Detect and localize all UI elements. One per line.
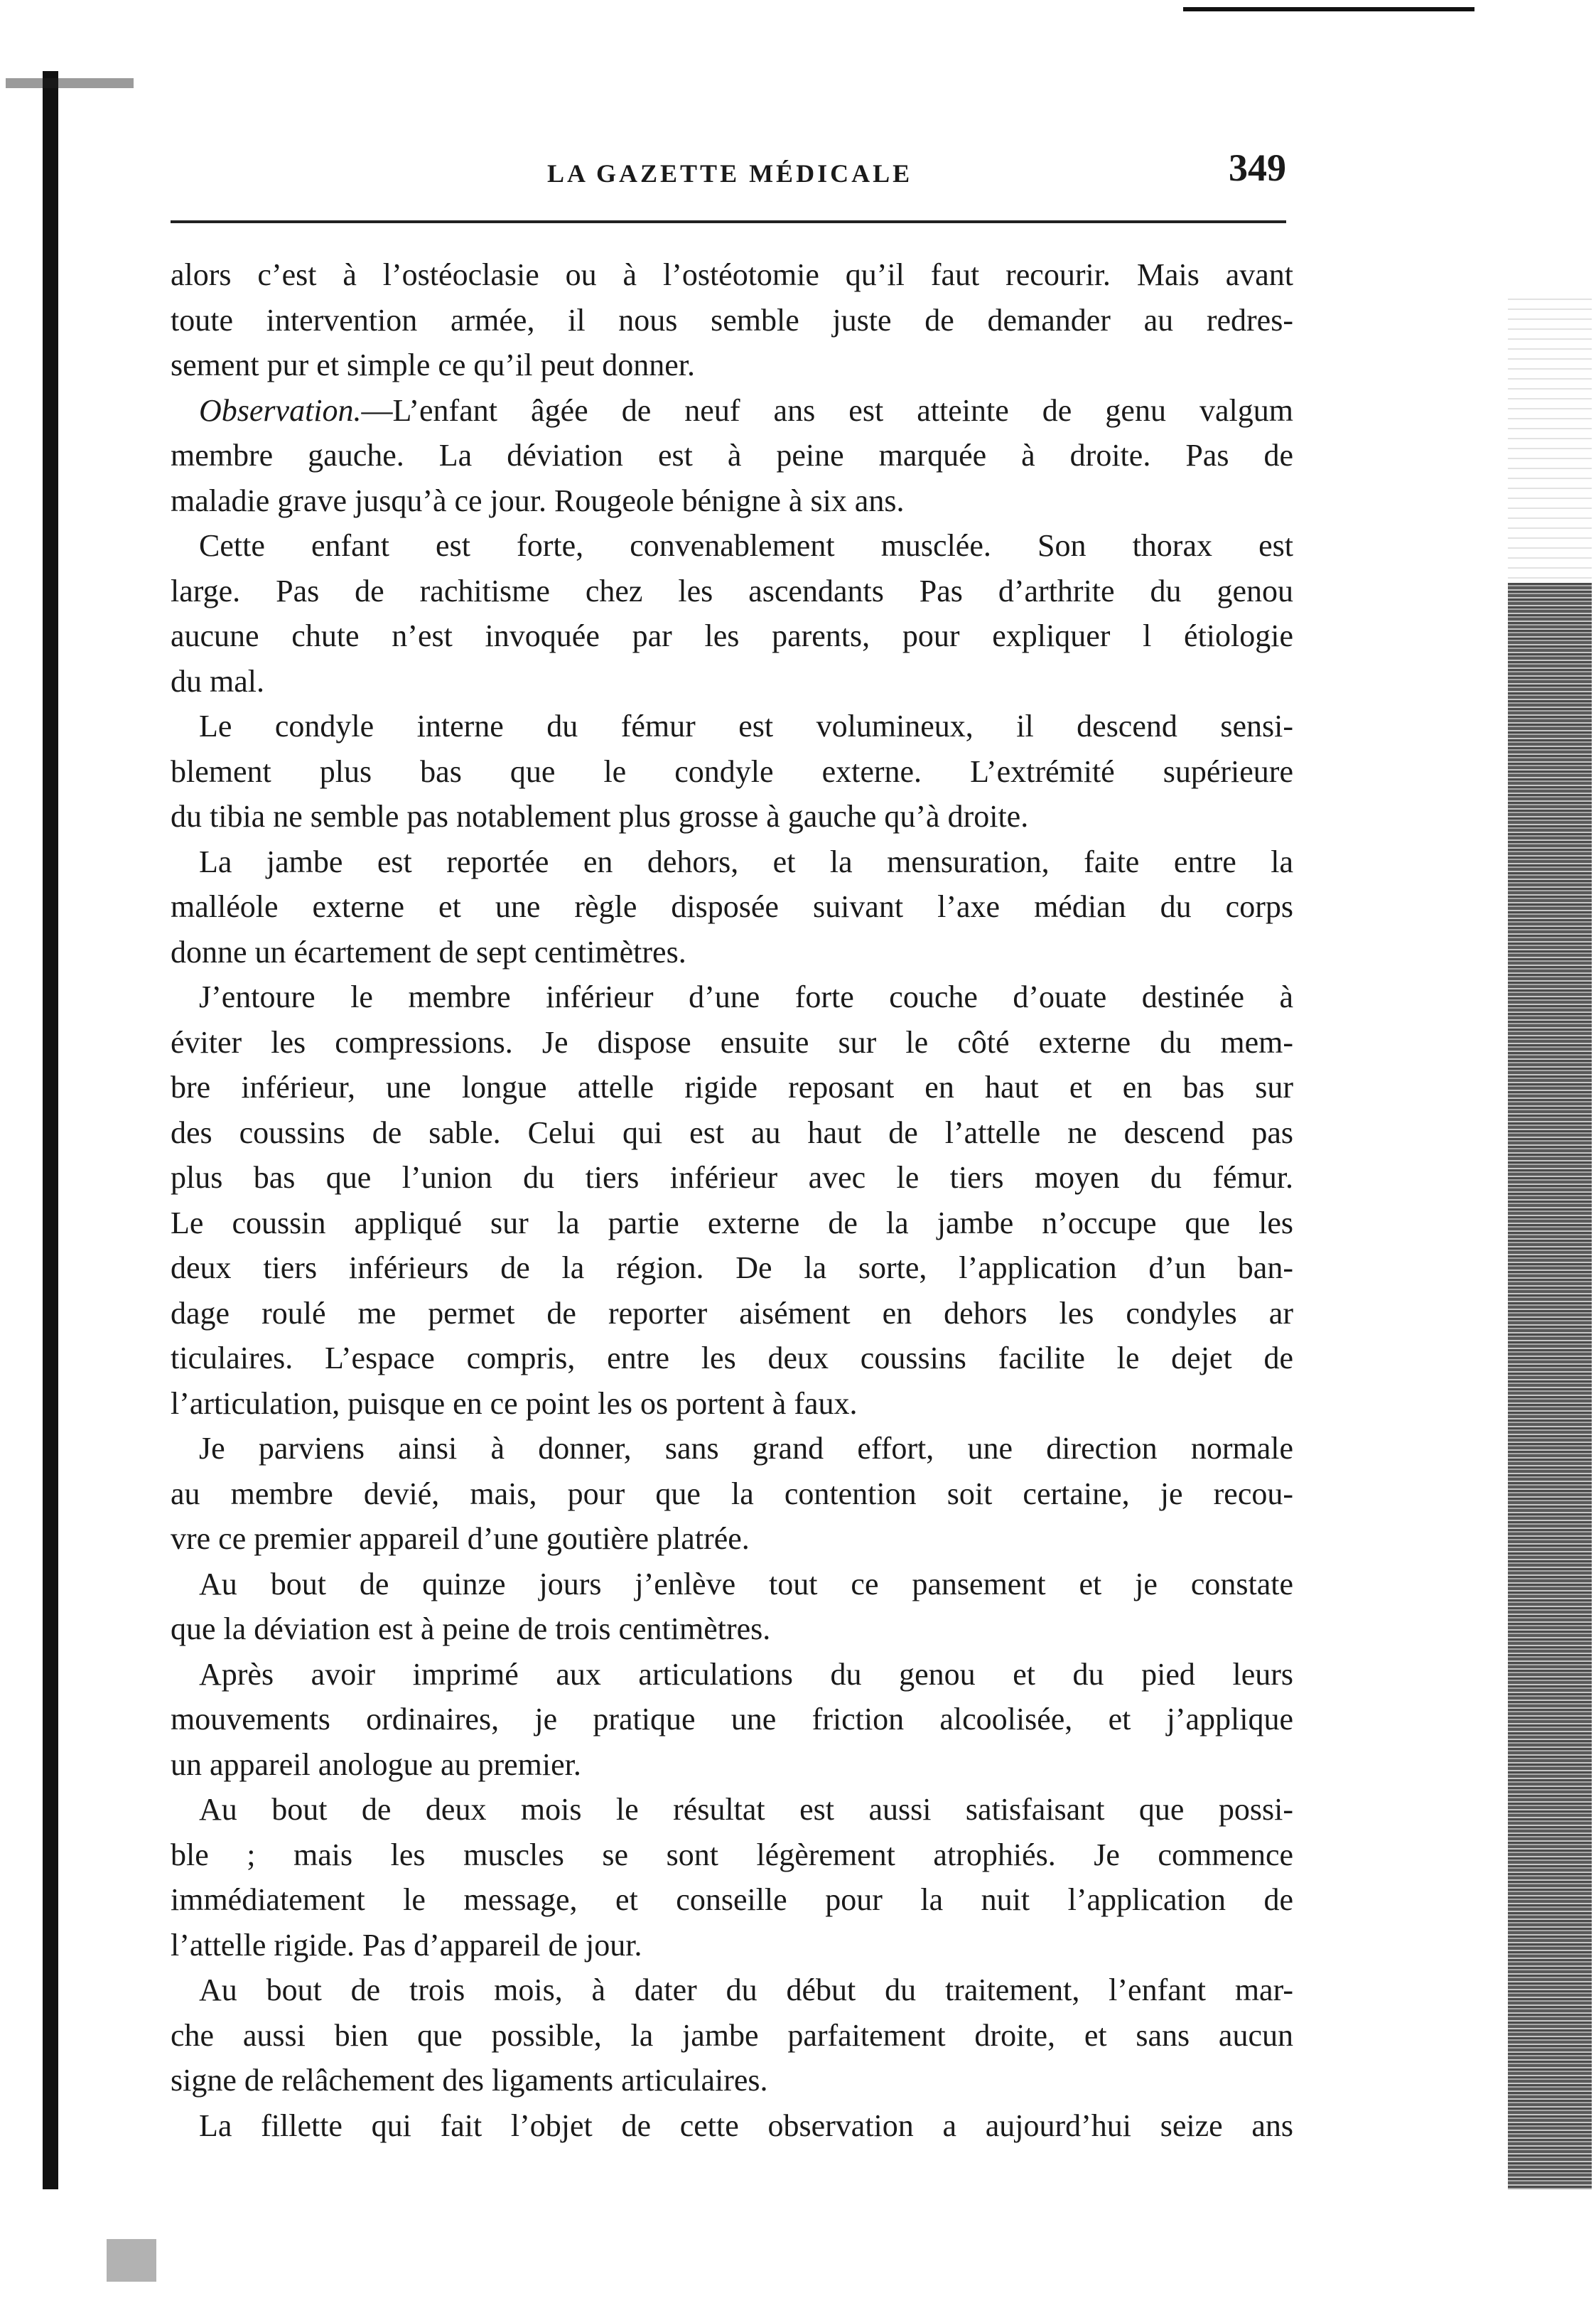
text-line-content: que la déviation est à peine de trois centimètres. (171, 1611, 771, 1646)
body-text (171, 252, 1293, 2148)
text-line (171, 1923, 1293, 1968)
text-line-content: dage roulé me permet de reporter aisément en dehors les condyles ar (171, 1295, 1293, 1331)
text-line (171, 1471, 1293, 1517)
text-line-content: bre inférieur, une longue attelle rigide reposant en haut et en bas sur (171, 1070, 1293, 1105)
text-line (171, 1110, 1293, 1156)
text-line (171, 2103, 1293, 2149)
text-line-content: éviter les compressions. Je dispose ensuite sur le côté externe du mem- (171, 1024, 1293, 1060)
text-line-content: Je parviens ainsi à donner, sans grand effort, une direction normale (199, 1431, 1293, 1466)
page-edge-shadow (1508, 299, 1592, 583)
text-line-content: toute intervention armée, il nous semble juste de demander au redres- (171, 302, 1293, 338)
text-line (171, 1065, 1293, 1110)
text-line-content: Cette enfant est forte, convenablement musclée. Son thorax est (199, 528, 1293, 563)
text-line-content: un appareil anologue au premier. (171, 1746, 581, 1782)
text-line-content: Après avoir imprimé aux articulations du genou et du pied leurs (199, 1656, 1293, 1692)
text-line-content: deux tiers inférieurs de la région. De la sorte, l’application d’un ban- (171, 1250, 1293, 1285)
page-edge-shadow (1508, 583, 1592, 2189)
text-line-content: plus bas que l’union du tiers inférieur avec le tiers moyen du fémur. (171, 1160, 1293, 1195)
text-line-content: sement pur et simple ce qu’il peut donner. (171, 348, 696, 382)
text-line-content: signe de relâchement des ligaments articulaires. (171, 2063, 768, 2098)
text-line (171, 1787, 1293, 1832)
text-line-content: donne un écartement de sept centimètres. (171, 934, 686, 970)
text-line (171, 1742, 1293, 1788)
text-line-content: aucune chute n’est invoquée par les parents, pour expliquer l étiologie (171, 618, 1293, 653)
text-line (171, 433, 1293, 478)
text-line (171, 1291, 1293, 1336)
text-line-content: —L’enfant âgée de neuf ans est atteinte de genu valgum (361, 392, 1293, 428)
text-line-content: du mal. (171, 663, 264, 699)
running-title: LA GAZETTE MÉDICALE (547, 159, 913, 188)
running-head (171, 146, 1286, 203)
text-line-content: J’entoure le membre inférieur d’une forte couche d’ouate destinée à (199, 979, 1293, 1014)
text-line (171, 569, 1293, 614)
text-line (171, 1832, 1293, 1878)
text-line-content: au membre devié, mais, pour que la contention soit certaine, je recou- (171, 1476, 1293, 1511)
text-line (171, 749, 1293, 795)
text-line (171, 2058, 1293, 2103)
text-line (171, 1697, 1293, 1742)
text-line (171, 1155, 1293, 1201)
text-line-content: Au bout de deux mois le résultat est aussi satisfaisant que possi- (199, 1792, 1293, 1827)
text-line-content: alors c’est à l’ostéoclasie ou à l’ostéotomie qu’il faut recourir. Mais avant (171, 257, 1293, 292)
text-line-content: malléole externe et une règle disposée suivant l’axe médian du corps (171, 889, 1293, 924)
text-line (171, 884, 1293, 930)
text-line (171, 2013, 1293, 2059)
text-line (171, 388, 1293, 434)
text-line-content: des coussins de sable. Celui qui est au haut de l’attelle ne descend pas (171, 1115, 1293, 1150)
binding-speck (6, 78, 134, 88)
text-line-content: Le condyle interne du fémur est volumineux, il descend sensi- (199, 709, 1293, 744)
text-line (171, 1426, 1293, 1471)
text-line (171, 1968, 1293, 2013)
text-line (171, 252, 1293, 298)
text-line (171, 659, 1293, 704)
text-line-content: Le coussin appliqué sur la partie externe de la jambe n’occupe que les (171, 1205, 1293, 1240)
binding-edge (43, 71, 58, 2189)
text-line-content: vre ce premier appareil d’une goutière platrée. (171, 1521, 750, 1556)
text-line-content: mouvements ordinaires, je pratique une friction alcoolisée, et j’applique (171, 1702, 1293, 1737)
page-number: 349 (1229, 146, 1286, 189)
text-line (171, 1381, 1293, 1427)
text-line (171, 523, 1293, 569)
text-line-content: immédiatement le message, et conseille pour la nuit l’application de (171, 1882, 1293, 1917)
text-line (171, 1336, 1293, 1381)
text-line-content: Au bout de trois mois, à dater du début du traitement, l’enfant mar- (199, 1972, 1293, 2007)
text-line (171, 1606, 1293, 1652)
top-edge-rule (1183, 7, 1474, 11)
text-line-content: Au bout de quinze jours j’enlève tout ce pansement et je constate (199, 1566, 1293, 1601)
text-line-content: che aussi bien que possible, la jambe parfaitement droite, et sans aucun (171, 2017, 1293, 2053)
text-line (171, 930, 1293, 975)
text-line (171, 1562, 1293, 1607)
text-line-content: maladie grave jusqu’à ce jour. Rougeole bénigne à six ans. (171, 483, 905, 518)
text-line-content: ticulaires. L’espace compris, entre les deux coussins facilite le dejet de (171, 1341, 1293, 1375)
text-line (171, 298, 1293, 343)
text-line-content: blement plus bas que le condyle externe. L’extrémité supérieure (171, 753, 1293, 789)
text-line (171, 794, 1293, 839)
text-line (171, 1020, 1293, 1066)
text-line-content: La jambe est reportée en dehors, et la mensuration, faite entre la (199, 844, 1293, 879)
text-line (171, 343, 1293, 388)
text-line-content: ble ; mais les muscles se sont légèrement atrophiés. Je commence (171, 1837, 1293, 1872)
text-line (171, 1516, 1293, 1562)
text-line (171, 839, 1293, 885)
text-line-content: large. Pas de rachitisme chez les ascendants Pas d’arthrite du genou (171, 573, 1293, 608)
text-line-content: membre gauche. La déviation est à peine marquée à droite. Pas de (171, 438, 1293, 473)
text-line (171, 1652, 1293, 1697)
text-line (171, 704, 1293, 749)
text-line-content: l’attelle rigide. Pas d’appareil de jour. (171, 1927, 642, 1963)
observation-heading: Observation. (199, 392, 362, 428)
text-line-content: La fillette qui fait l’objet de cette observation a aujourd’hui seize ans (199, 2108, 1293, 2143)
binding-speck (107, 2239, 156, 2282)
text-line (171, 1245, 1293, 1291)
header-rule (171, 220, 1286, 223)
text-line (171, 613, 1293, 659)
text-line-content: l’articulation, puisque en ce point les os portent à faux. (171, 1385, 858, 1421)
text-line (171, 1201, 1293, 1246)
text-line (171, 975, 1293, 1020)
text-line-content: du tibia ne semble pas notablement plus grosse à gauche qu’à droite. (171, 799, 1029, 834)
text-line (171, 478, 1293, 524)
text-line (171, 1877, 1293, 1923)
